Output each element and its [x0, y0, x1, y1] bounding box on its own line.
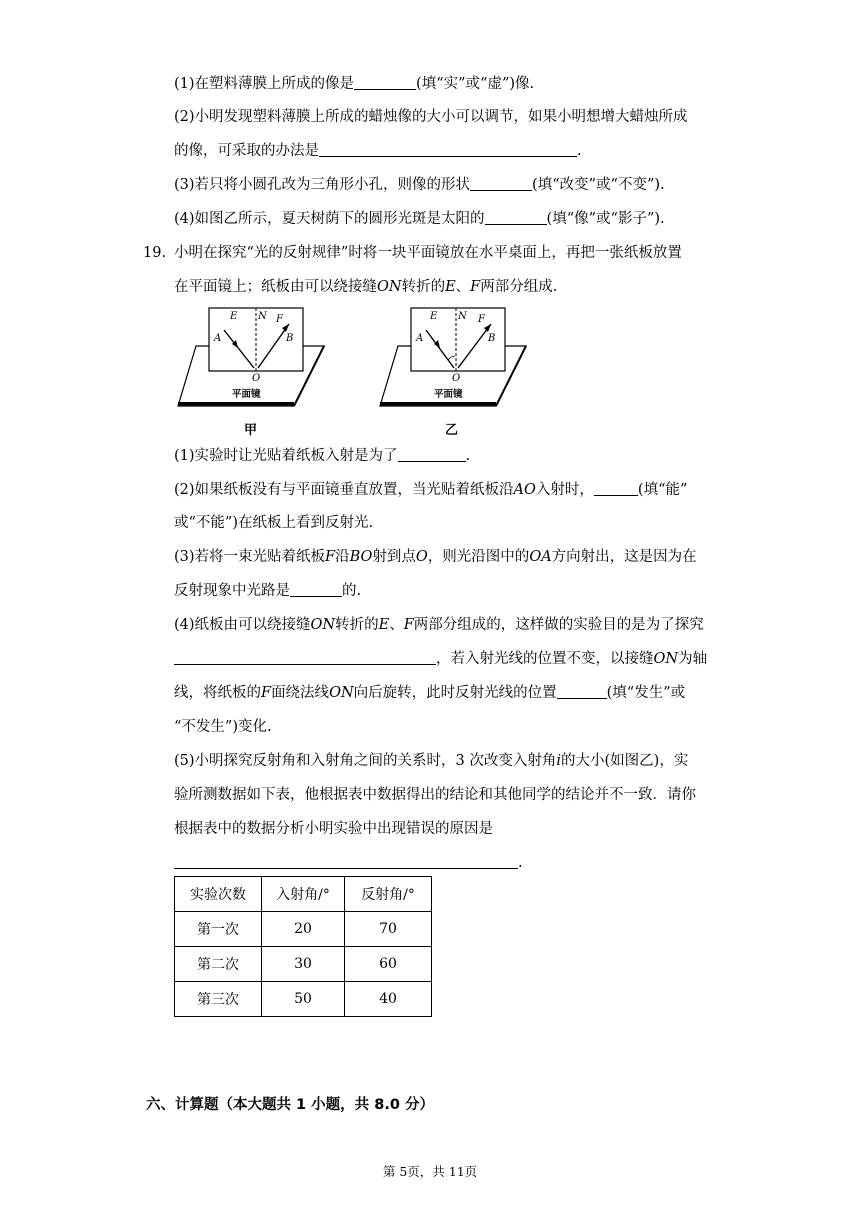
answer-blank[interactable]	[174, 650, 436, 665]
label-O: O	[452, 373, 461, 384]
q18-part4	[174, 209, 665, 229]
text: 线，将纸板的	[174, 685, 261, 701]
text: “不发生”)变化.	[174, 719, 272, 735]
text: ，则光沿图中的	[427, 549, 530, 565]
var-ON: ON	[310, 617, 336, 633]
answer-blank[interactable]	[290, 582, 342, 597]
text: 两部分组成.	[480, 279, 558, 295]
label-E: E	[230, 311, 238, 322]
mirror-label: 平面镜	[434, 389, 463, 400]
table-cell: 40	[345, 982, 432, 1017]
table-header-row	[175, 877, 432, 912]
answer-blank[interactable]	[594, 481, 638, 496]
text: 转折的	[401, 279, 446, 295]
q19-intro-text2: 在平面镜上；纸板由可以绕接缝	[174, 279, 377, 295]
text: 两部分组成的，这样做的实验目的是为了探究	[413, 617, 704, 633]
text: (5)小明探究反射角和入射角之间的关系时，3 次改变入射角	[174, 753, 557, 769]
label-F: F	[478, 314, 485, 325]
text: 为轴	[678, 651, 708, 667]
q18-part2-line1	[174, 107, 688, 127]
var-F: F	[261, 685, 272, 701]
answer-blank[interactable]	[354, 75, 416, 90]
table-header: 实验次数	[175, 877, 262, 912]
answer-blank[interactable]	[174, 854, 518, 869]
label-E: E	[430, 311, 438, 322]
text: (4)纸板由可以绕接缝	[174, 617, 311, 633]
table-cell: 20	[262, 912, 345, 947]
q19-part3-line2	[174, 581, 361, 601]
q18-part3-text: (3)若只将小圆孔改为三角形小孔，则像的形状	[174, 177, 471, 193]
text: 沿	[335, 549, 350, 565]
table-cell: 第二次	[175, 947, 262, 982]
label-O: O	[252, 373, 261, 384]
text: 方向射出，这是因为在	[551, 549, 697, 565]
var-F: F	[470, 279, 481, 295]
var-i: i	[556, 753, 562, 769]
q19-part4-line1	[174, 615, 704, 635]
q19-part4-line3	[174, 683, 685, 703]
text: 、	[389, 617, 404, 633]
table-cell: 第三次	[175, 982, 262, 1017]
q19-part5-line3	[174, 819, 493, 839]
q18-part3-hint: (填“改变”或“不变”).	[532, 177, 665, 193]
q19-part2-line2	[174, 513, 373, 533]
text: 的.	[342, 583, 362, 599]
answer-blank[interactable]	[485, 210, 547, 225]
table-header: 入射角/°	[262, 877, 345, 912]
q18-part3	[174, 175, 665, 195]
question-number: 19.	[143, 245, 167, 261]
data-table	[174, 876, 432, 1017]
text: 面绕法线	[271, 685, 330, 701]
label-A: A	[416, 333, 424, 344]
text: (填“能”	[637, 482, 688, 498]
text: ，若入射光线的位置不变，以接缝	[436, 651, 654, 667]
q18-part1	[174, 74, 534, 94]
label-A: A	[214, 333, 222, 344]
label-B: B	[488, 333, 496, 344]
table-cell: 50	[262, 982, 345, 1017]
mirror-label: 平面镜	[232, 389, 261, 400]
section-heading: 六、计算题（本大题共 1 小题，共 8.0 分）	[146, 1097, 434, 1113]
label-N: N	[458, 311, 467, 322]
q19-intro-line2	[174, 277, 557, 297]
text: 或“不能”)在纸板上看到反射光.	[174, 515, 374, 531]
table-cell: 70	[345, 912, 432, 947]
period: .	[577, 143, 582, 159]
caption-jia: 甲	[244, 423, 258, 438]
var-E: E	[445, 279, 456, 295]
text: 根据表中的数据分析小明实验中出现错误的原因是	[174, 821, 493, 837]
q19-part5-line4	[174, 853, 523, 873]
text: 射到点	[372, 549, 416, 565]
var-F: F	[403, 617, 414, 633]
q19-part2-line1	[174, 480, 687, 500]
q18-part2-line2	[174, 141, 582, 161]
text: 反射现象中光路是	[174, 583, 290, 599]
caption-yi: 乙	[445, 423, 459, 438]
q19-part4-line2	[174, 649, 707, 669]
answer-blank[interactable]	[398, 447, 466, 462]
text: 向后旋转，此时反射光线的位置	[353, 685, 557, 701]
label-N: N	[258, 311, 267, 322]
q18-part1-text: (1)在塑料薄膜上所成的像是	[174, 76, 355, 92]
var-BO: BO	[349, 549, 373, 565]
text: 转折的	[335, 617, 379, 633]
q19-part4-line4	[174, 717, 272, 737]
text: 、	[455, 279, 471, 295]
label-F: F	[276, 314, 283, 325]
q19-part3-line1	[174, 547, 697, 567]
q19-intro-text: 小明在探究“光的反射规律”时将一块平面镜放在水平桌面上，再把一张纸板放置	[174, 245, 682, 261]
table-row	[175, 982, 432, 1017]
var-E: E	[378, 617, 390, 633]
var-F: F	[325, 549, 336, 565]
q18-part2-text2: 的像，可采取的办法是	[174, 143, 319, 159]
text: 的大小(如图乙)，实	[561, 753, 689, 769]
q18-part2-text: (2)小明发现塑料薄膜上所成的蜡烛像的大小可以调节，如果小明想增大蜡烛所成	[174, 109, 688, 125]
q19-intro-line1	[174, 243, 682, 263]
answer-blank[interactable]	[557, 684, 607, 699]
period: .	[518, 855, 523, 871]
table-cell: 60	[345, 947, 432, 982]
table-header: 反射角/°	[345, 877, 432, 912]
answer-blank[interactable]	[470, 176, 532, 191]
var-ON: ON	[653, 651, 679, 667]
label-B: B	[286, 333, 294, 344]
q19-part1-text: (1)实验时让光贴着纸板入射是为了	[174, 448, 398, 464]
q19-part5-line1	[174, 751, 688, 771]
figure-yi	[378, 306, 528, 408]
table-cell: 第一次	[175, 912, 262, 947]
page-footer: 第 5页，共 11页	[382, 1164, 478, 1179]
text: (3)若将一束光贴着纸板	[174, 549, 326, 565]
q19-part1	[174, 446, 470, 466]
var-ON: ON	[329, 685, 354, 701]
answer-blank[interactable]	[319, 142, 577, 157]
text: 验所测数据如下表，他根据表中数据得出的结论和其他同学的结论并不一致．请你	[174, 787, 696, 803]
q19-part5-line2	[174, 785, 696, 805]
var-OA: OA	[529, 549, 552, 565]
var-O: O	[415, 549, 428, 565]
var-AO: AO	[513, 482, 536, 498]
text: (填“发生”或	[606, 685, 686, 701]
table-cell: 30	[262, 947, 345, 982]
figure-jia	[176, 306, 326, 408]
text: 入射时，	[535, 482, 594, 498]
q18-part4-text: (4)如图乙所示，夏天树荫下的圆形光斑是太阳的	[174, 211, 485, 227]
table-row	[175, 947, 432, 982]
q18-part1-hint: (填“实”或“虚”)像.	[416, 76, 535, 92]
q18-part4-hint: (填“像”或“影子”).	[546, 211, 665, 227]
table-row	[175, 912, 432, 947]
period: .	[465, 448, 471, 464]
text: (2)如果纸板没有与平面镜垂直放置，当光贴着纸板沿	[174, 482, 514, 498]
var-ON: ON	[377, 279, 402, 295]
